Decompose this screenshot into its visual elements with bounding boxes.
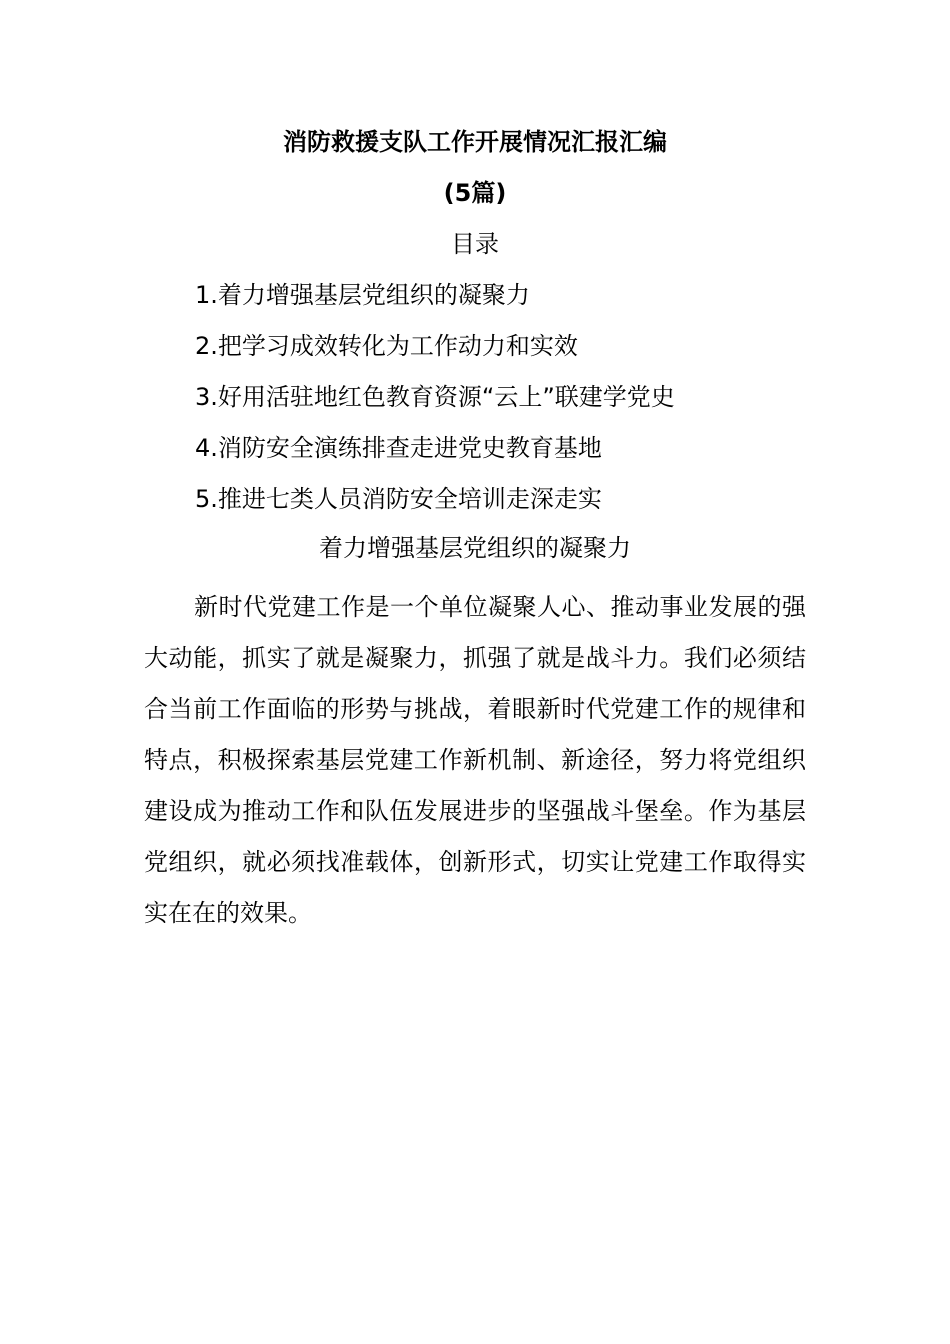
toc-item: 5.推进七类人员消防安全培训走深走实 [195, 485, 602, 513]
toc-item: 2.把学习成效转化为工作动力和实效 [195, 332, 578, 360]
body-paragraph: 新时代党建工作是一个单位凝聚人心、推动事业发展的强大动能，抓实了就是凝聚力，抓强了就是战斗力。我们必须结合当前工作面临的形势与挑战，着眼新时代党建工作的规律和特点，积极探索基层党建工作新机制、新途径，努力将党组织建设成为推动工作和队伍发展进步的坚强战斗堡垒。作为基层党组织，就必须找准载体，创新形式，切实让党建工作取得实实在在的效果。 [144, 593, 806, 927]
toc-item: 1.着力增强基层党组织的凝聚力 [195, 281, 530, 309]
table-of-contents [195, 279, 675, 534]
document-title: 消防救援支队工作开展情况汇报汇编 [283, 128, 667, 156]
toc-heading: 目录 [451, 230, 499, 258]
document-subtitle: (5篇) [443, 179, 507, 207]
toc-item: 4.消防安全演练排查走进党史教育基地 [195, 434, 602, 462]
toc-item: 3.好用活驻地红色教育资源“云上”联建学党史 [195, 383, 675, 411]
section-heading: 着力增强基层党组织的凝聚力 [319, 534, 631, 562]
